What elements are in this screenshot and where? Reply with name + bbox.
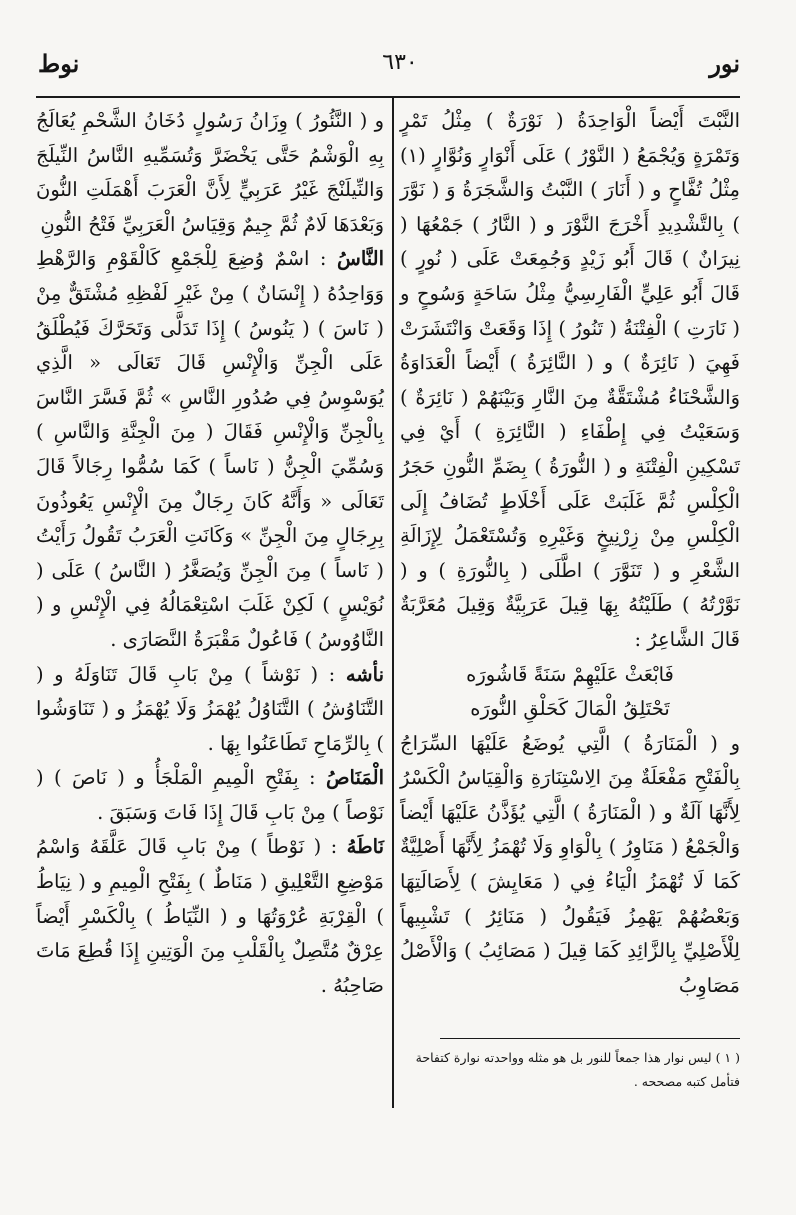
footnote: ( ١ ) ليس نوار هذا جمعاً للنور بل هو مثله وواحدته نوارة كتفاحة فتأمل كتبه مصححه . bbox=[415, 1050, 740, 1089]
entry-text: : بِفَتْحِ الْمِيمِ الْمَلْجَأُ و ( نَاصَ ) ( نَوْصاً ) مِنْ بَابِ قَالَ إِذَا فَاتَ وَسَبَقَ . bbox=[36, 766, 384, 824]
verse-line: تَحْتَلِقُ الْمَالَ كَحَلْقِ النُّورَه bbox=[470, 697, 670, 721]
paragraph: النَّبْتَ أَيْضاً الْوَاحِدَةُ ( نَوْرَةٌ ) مِثْلُ تَمْرٍ وَتَمْرَةٍ وَيُجْمَعُ ( النَّوْرُ ) عَلَى أَنْوَارٍ وَنُوَّارٍ (١) مِثْلُ تُفَّاحٍ و ( أَنَارَ ) النَّبْتُ وَالشَّجَرَةُ وَ ( نَوَّرَ ) بِالتَّشْدِيدِ أَخْرَجَ النَّوْرَ و ( النَّارُ ) جَمْعُهَا ( نِيرَانٌ ) قَالَ أَبُو زَيْدٍ وَجُمِعَتْ عَلَى ( نُورٍ ) قَالَ أَبُو عَلِيٍّ الْفَارِسِيُّ مِثْلُ سَاحَةٍ وَسُوحٍ و ( نَارَتِ ) الْفِتْنَةُ ( تَنُورُ ) إِذَا وَقَعَتْ وَانْتَشَرَتْ فَهِيَ ( نَائِرَةٌ ) و ( النَّائِرَةُ ) أَيْضاً الْعَدَاوَةُ وَالشَّحْنَاءُ مُشْتَقَّةٌ مِنَ النَّارِ وَبَيْنَهُمْ ( نَائِرَةٌ ) وَسَعَيْتُ فِي إِطْفَاءِ ( النَّائِرَةِ ) أَيْ فِي تَسْكِينِ الْفِتْنَةِ و ( النُّورَةُ ) بِضَمِّ النُّونِ حَجَرُ الْكِلْسِ ثُمَّ غَلَبَتْ عَلَى أَخْلَاطٍ تُضَافُ إِلَى الْكِلْسِ مِنْ زِرْنِيخٍ وَغَيْرِهِ وَتُسْتَعْمَلُ لِإِزَالَةِ الشَّعْرِ و ( تَنَوَّرَ ) اطَّلَى ( بِالنُّورَةِ ) و ( نَوَّرْتُهُ ) طَلَيْتُهُ بِهَا قِيلَ عَرَبِيَّةٌ وَقِيلَ مُعَرَّبَةٌ قَالَ الشَّاعِرُ : bbox=[400, 109, 740, 651]
entry-headword: الْمَنَاصُ bbox=[325, 766, 384, 790]
entry-naashahu bbox=[36, 658, 384, 762]
header-entry-word-right: نور bbox=[709, 49, 740, 78]
entry-headword: نَاطَهُ bbox=[346, 835, 384, 859]
entry-text: : اسْمٌ وُضِعَ لِلْجَمْعِ كَالْقَوْمِ وَالرَّهْطِ وَوَاحِدُهُ ( إِنْسَانٌ ) مِنْ غَيْرِ لَفْظِهِ مُشْتَقٌّ مِنْ ( نَاسَ ) ( يَنُوسُ ) إِذَا تَدَلَّى وَتَحَرَّكَ فَيُطْلَقُ عَلَى الْجِنِّ وَالْإِنْسِ قَالَ تَعَالَى « الَّذِي يُوَسْوِسُ فِي صُدُورِ النَّاسِ » ثُمَّ فَسَّرَ النَّاسَ بِالْجِنِّ وَالْإِنْسِ فَقَالَ ( مِنَ الْجِنَّةِ وَالنَّاسِ ) وَسُمِّيَ الْجِنُّ ( نَاساً ) كَمَا سُمُّوا رِجَالاً قَالَ تَعَالَى « وَأَنَّهُ كَانَ رِجَالٌ مِنَ الْإِنْسِ يَعُوذُونَ بِرِجَالٍ مِنَ الْجِنِّ » وَكَانَتِ الْعَرَبُ تَقُولُ رَأَيْتُ ( نَاساً ) مِنَ الْجِنِّ وَيُصَغَّرُ ( النَّاسُ ) عَلَى ( نُوَيْسٍ ) لَكِنْ غَلَبَ اسْتِعْمَالُهُ فِي الْإِنْسِ و ( النَّاوُوسُ ) فَاعُولٌ مَقْبَرَةُ النَّصَارَى . bbox=[36, 247, 384, 651]
verse-line: فَابْعَثْ عَلَيْهِمْ سَنَةً قَاشُورَه bbox=[466, 662, 674, 686]
entry-headword: النَّاسُ bbox=[337, 247, 385, 271]
footnote-rule bbox=[440, 1038, 740, 1039]
header-rule bbox=[36, 96, 740, 98]
entry-text: : ( نَوْشاً ) مِنْ بَابِ قَالَ تَنَاوَلَهُ و ( التَّنَاوُشُ ) التَّنَاوُلُ يُهْمَزُ وَلَا يُهْمَزُ و ( تَنَاوَشُوا ) بِالرِّمَاحِ تَطَاعَنُوا بِهَا . bbox=[36, 662, 384, 755]
page-number: ٦٣٠ bbox=[382, 50, 418, 75]
entry-headword: نأشه bbox=[345, 662, 384, 686]
paragraph-text: و ( النَّئُورُ ) وِزَانُ رَسُولٍ دُخَانُ الشَّحْمِ يُعَالَجُ بِهِ الْوَشْمُ حَتَّى يَخْضَرَّ وَتُسَمِّيهِ النَّاسُ النِّيلَجَ وَالنِّيلَنْجَ غَيْرُ عَرَبِيٍّ لِأَنَّ الْعَرَبَ أَهْمَلَتِ النُّونَ وَبَعْدَهَا لَامٌ ثُمَّ جِيمٌ وَقِيَاسُ الْعَرَبِيِّ فَتْحُ النُّونِ bbox=[36, 109, 384, 236]
header-entry-word-left: نوط bbox=[38, 49, 80, 78]
right-column bbox=[400, 104, 740, 1003]
entry-naatahu bbox=[36, 830, 384, 1003]
entry-nas bbox=[36, 242, 384, 657]
entry-manas bbox=[36, 761, 384, 830]
entry-text: : ( نَوْطاً ) مِنْ بَابِ قَالَ عَلَّقَهُ وَاسْمُ مَوْضِعِ التَّعْلِيقِ ( مَنَاطٌ ) بِفَتْحِ الْمِيمِ و ( نِيَاطُ ) الْقِرْبَةِ عُرْوَتُهَا و ( النِّيَاطُ ) بِالْكَسْرِ أَيْضاً عِرْقٌ مُتَّصِلٌ بِالْقَلْبِ مِنَ الْوَتِينِ إِذَا قُطِعَ مَاتَ صَاحِبُهُ . bbox=[36, 835, 384, 997]
left-column bbox=[36, 104, 384, 1003]
paragraph bbox=[36, 104, 384, 242]
paragraph: و ( الْمَنَارَةُ ) الَّتِي يُوضَعُ عَلَيْهَا السِّرَاجُ بِالْفَتْحِ مَفْعَلَةٌ مِنَ الِاسْتِنَارَةِ وَالْقِيَاسُ الْكَسْرُ لِأَنَّهَا آلَةٌ و ( الْمَنَارَةُ ) الَّتِي يُؤَذَّنُ عَلَيْهَا أَيْضاً وَالْجَمْعُ ( مَنَاوِرُ ) بِالْوَاوِ وَلَا تُهْمَزُ لِأَنَّهَا أَصْلِيَّةٌ كَمَا لَا تُهْمَزُ الْيَاءُ فِي ( مَعَايِشَ ) لِأَصَالَتِهَا وَبَعْضُهُمْ يَهْمِزُ فَيَقُولُ ( مَنَائِرُ ) تَشْبِيهاً لِلْأَصْلِيِّ بِالزَّائِدِ كَمَا قِيلَ ( مَصَائِبُ ) وَالْأَصْلُ مَصَاوِبُ bbox=[400, 731, 740, 997]
column-divider bbox=[392, 98, 394, 1108]
